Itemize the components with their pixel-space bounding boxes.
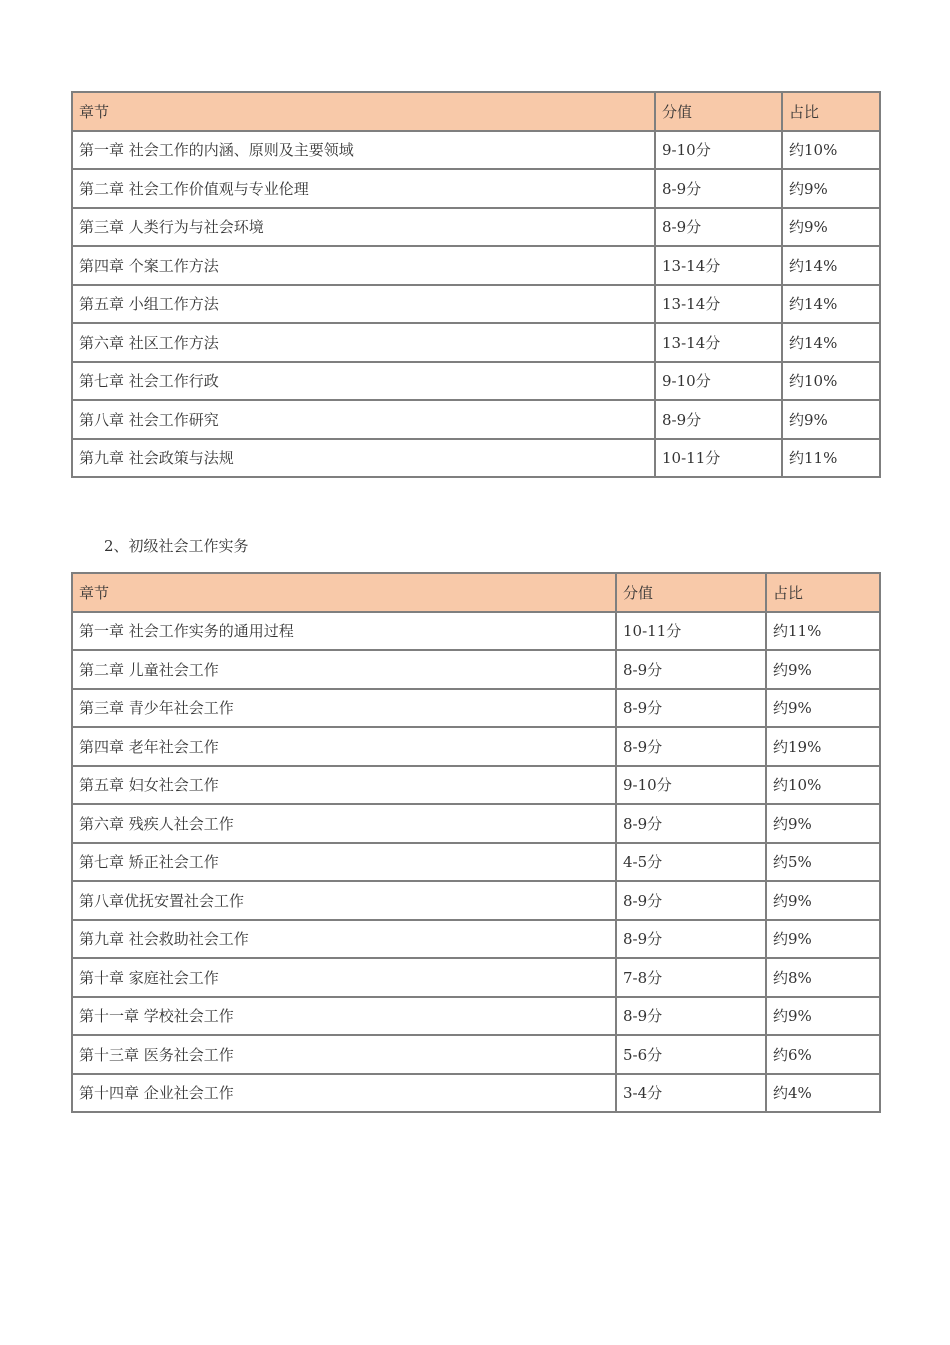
cell-score: 8-9分 [616,920,766,959]
table-row [72,1035,880,1074]
header-ratio: 占比 [782,92,880,131]
table-row [72,958,880,997]
cell-chapter: 第六章 社区工作方法 [72,323,655,362]
table-header-row [72,573,880,612]
cell-score: 8-9分 [616,881,766,920]
table-header-row [72,92,880,131]
header-ratio: 占比 [766,573,880,612]
cell-chapter: 第二章 社会工作价值观与专业伦理 [72,169,655,208]
table-row [72,650,880,689]
cell-chapter: 第八章优抚安置社会工作 [72,881,616,920]
cell-ratio: 约4% [766,1074,880,1113]
section-2-title: 2、初级社会工作实务 [104,537,249,555]
table-row [72,1074,880,1113]
cell-score: 10-11分 [616,612,766,651]
cell-chapter: 第五章 小组工作方法 [72,285,655,324]
cell-score: 8-9分 [616,650,766,689]
cell-chapter: 第七章 矫正社会工作 [72,843,616,882]
cell-ratio: 约14% [782,246,880,285]
table-row [72,169,880,208]
cell-ratio: 约9% [766,804,880,843]
cell-score: 13-14分 [655,285,782,324]
cell-score: 13-14分 [655,323,782,362]
cell-ratio: 约9% [782,208,880,247]
table-row [72,766,880,805]
cell-score: 9-10分 [616,766,766,805]
header-score: 分值 [616,573,766,612]
table-row [72,920,880,959]
table-row [72,246,880,285]
cell-ratio: 约10% [766,766,880,805]
cell-ratio: 约14% [782,285,880,324]
cell-chapter: 第十四章 企业社会工作 [72,1074,616,1113]
cell-score: 4-5分 [616,843,766,882]
table-row [72,208,880,247]
cell-chapter: 第十一章 学校社会工作 [72,997,616,1036]
score-table-2 [71,572,881,1113]
cell-ratio: 约5% [766,843,880,882]
table-row [72,131,880,170]
header-chapter: 章节 [72,92,655,131]
header-chapter: 章节 [72,573,616,612]
cell-ratio: 约9% [782,400,880,439]
table-row [72,400,880,439]
score-table-1 [71,91,881,478]
cell-ratio: 约19% [766,727,880,766]
table-row [72,439,880,478]
cell-score: 10-11分 [655,439,782,478]
cell-ratio: 约9% [766,650,880,689]
cell-ratio: 约11% [766,612,880,651]
table-row [72,323,880,362]
cell-chapter: 第三章 青少年社会工作 [72,689,616,728]
cell-score: 8-9分 [616,727,766,766]
cell-ratio: 约10% [782,362,880,401]
cell-ratio: 约8% [766,958,880,997]
table-row [72,689,880,728]
header-score: 分值 [655,92,782,131]
table-row [72,881,880,920]
cell-score: 13-14分 [655,246,782,285]
cell-score: 3-4分 [616,1074,766,1113]
cell-chapter: 第五章 妇女社会工作 [72,766,616,805]
cell-ratio: 约6% [766,1035,880,1074]
cell-chapter: 第九章 社会救助社会工作 [72,920,616,959]
cell-chapter: 第七章 社会工作行政 [72,362,655,401]
table-row [72,727,880,766]
cell-score: 5-6分 [616,1035,766,1074]
cell-chapter: 第一章 社会工作实务的通用过程 [72,612,616,651]
table-row [72,362,880,401]
cell-ratio: 约9% [766,689,880,728]
cell-ratio: 约10% [782,131,880,170]
cell-ratio: 约11% [782,439,880,478]
cell-chapter: 第四章 个案工作方法 [72,246,655,285]
cell-score: 8-9分 [655,169,782,208]
cell-score: 9-10分 [655,362,782,401]
cell-chapter: 第四章 老年社会工作 [72,727,616,766]
cell-score: 7-8分 [616,958,766,997]
cell-score: 8-9分 [616,997,766,1036]
table-row [72,804,880,843]
cell-chapter: 第一章 社会工作的内涵、原则及主要领域 [72,131,655,170]
cell-score: 8-9分 [616,689,766,728]
cell-chapter: 第六章 残疾人社会工作 [72,804,616,843]
cell-score: 8-9分 [655,208,782,247]
table-row [72,997,880,1036]
cell-chapter: 第九章 社会政策与法规 [72,439,655,478]
cell-ratio: 约14% [782,323,880,362]
table-row [72,843,880,882]
cell-score: 8-9分 [616,804,766,843]
cell-chapter: 第十三章 医务社会工作 [72,1035,616,1074]
cell-chapter: 第八章 社会工作研究 [72,400,655,439]
table-row [72,612,880,651]
cell-chapter: 第十章 家庭社会工作 [72,958,616,997]
cell-chapter: 第三章 人类行为与社会环境 [72,208,655,247]
cell-ratio: 约9% [766,997,880,1036]
cell-chapter: 第二章 儿童社会工作 [72,650,616,689]
cell-score: 9-10分 [655,131,782,170]
cell-ratio: 约9% [782,169,880,208]
cell-ratio: 约9% [766,920,880,959]
table-row [72,285,880,324]
cell-ratio: 约9% [766,881,880,920]
cell-score: 8-9分 [655,400,782,439]
